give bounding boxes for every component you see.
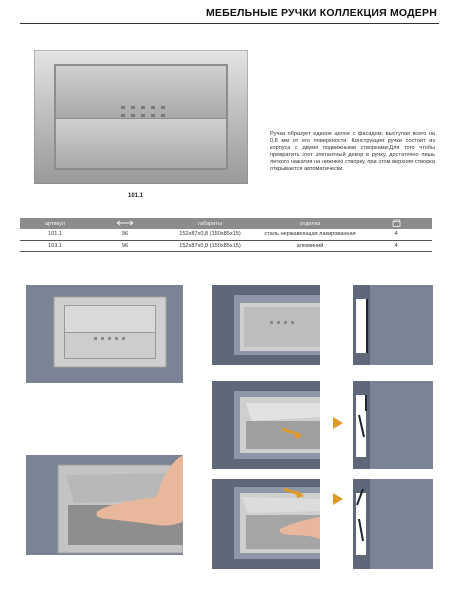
header-finish: отделка <box>260 218 360 229</box>
hand-press-illustration <box>26 455 183 555</box>
spec-table-header <box>20 218 432 229</box>
table-row <box>20 240 432 252</box>
page-header <box>0 0 455 28</box>
lower-flap <box>56 119 226 168</box>
spec-table <box>20 218 432 252</box>
header-article: артикул <box>20 218 90 229</box>
cell-qty: 4 <box>360 240 432 252</box>
double-arrow-icon <box>116 220 134 226</box>
cell-spacing: 96 <box>90 229 160 240</box>
cell-size: 152x87x0,8 (150x85x15) <box>160 229 260 240</box>
header-spacing <box>90 218 160 229</box>
front-view-open <box>212 479 320 569</box>
box-icon <box>392 219 401 227</box>
cell-size: 152x87x0,8 (150x85x15) <box>160 240 260 252</box>
table-row <box>20 229 432 240</box>
product-description: Ручка образует единое целое с фасадом, выступая всего на 0,8 мм от его поверхности. Конструкция ручки состоит из корпуса с двумя подвижными створками.Для того чтобы превратить этот элегантный декор в ручку, достаточно лишь легкого нажатия на нижнюю створку, при этом верхняя створка открывается автоматически. <box>270 131 435 172</box>
cell-spacing: 96 <box>90 240 160 252</box>
upper-flap <box>56 66 226 118</box>
front-view-closed <box>212 285 320 365</box>
section-view-press <box>333 381 433 469</box>
header-size: габариты <box>160 218 260 229</box>
product-caption: 101.1 <box>128 193 144 199</box>
cell-finish: алюминий <box>260 240 360 252</box>
page-title: МЕБЕЛЬНЫЕ РУЧКИ КОЛЛЕКЦИЯ МОДЕРН <box>205 7 437 19</box>
cell-article: 103.1 <box>20 240 90 252</box>
front-view-press <box>212 381 320 469</box>
cell-qty: 4 <box>360 229 432 240</box>
section-view-open <box>333 479 433 569</box>
closed-handle-illustration <box>26 285 183 383</box>
section-view-closed <box>333 285 433 365</box>
cell-finish: сталь нержавеющая лакированная <box>260 229 360 240</box>
header-rule <box>20 23 439 24</box>
product-photo <box>34 50 248 184</box>
header-package <box>360 218 432 229</box>
cell-article: 101.1 <box>20 229 90 240</box>
